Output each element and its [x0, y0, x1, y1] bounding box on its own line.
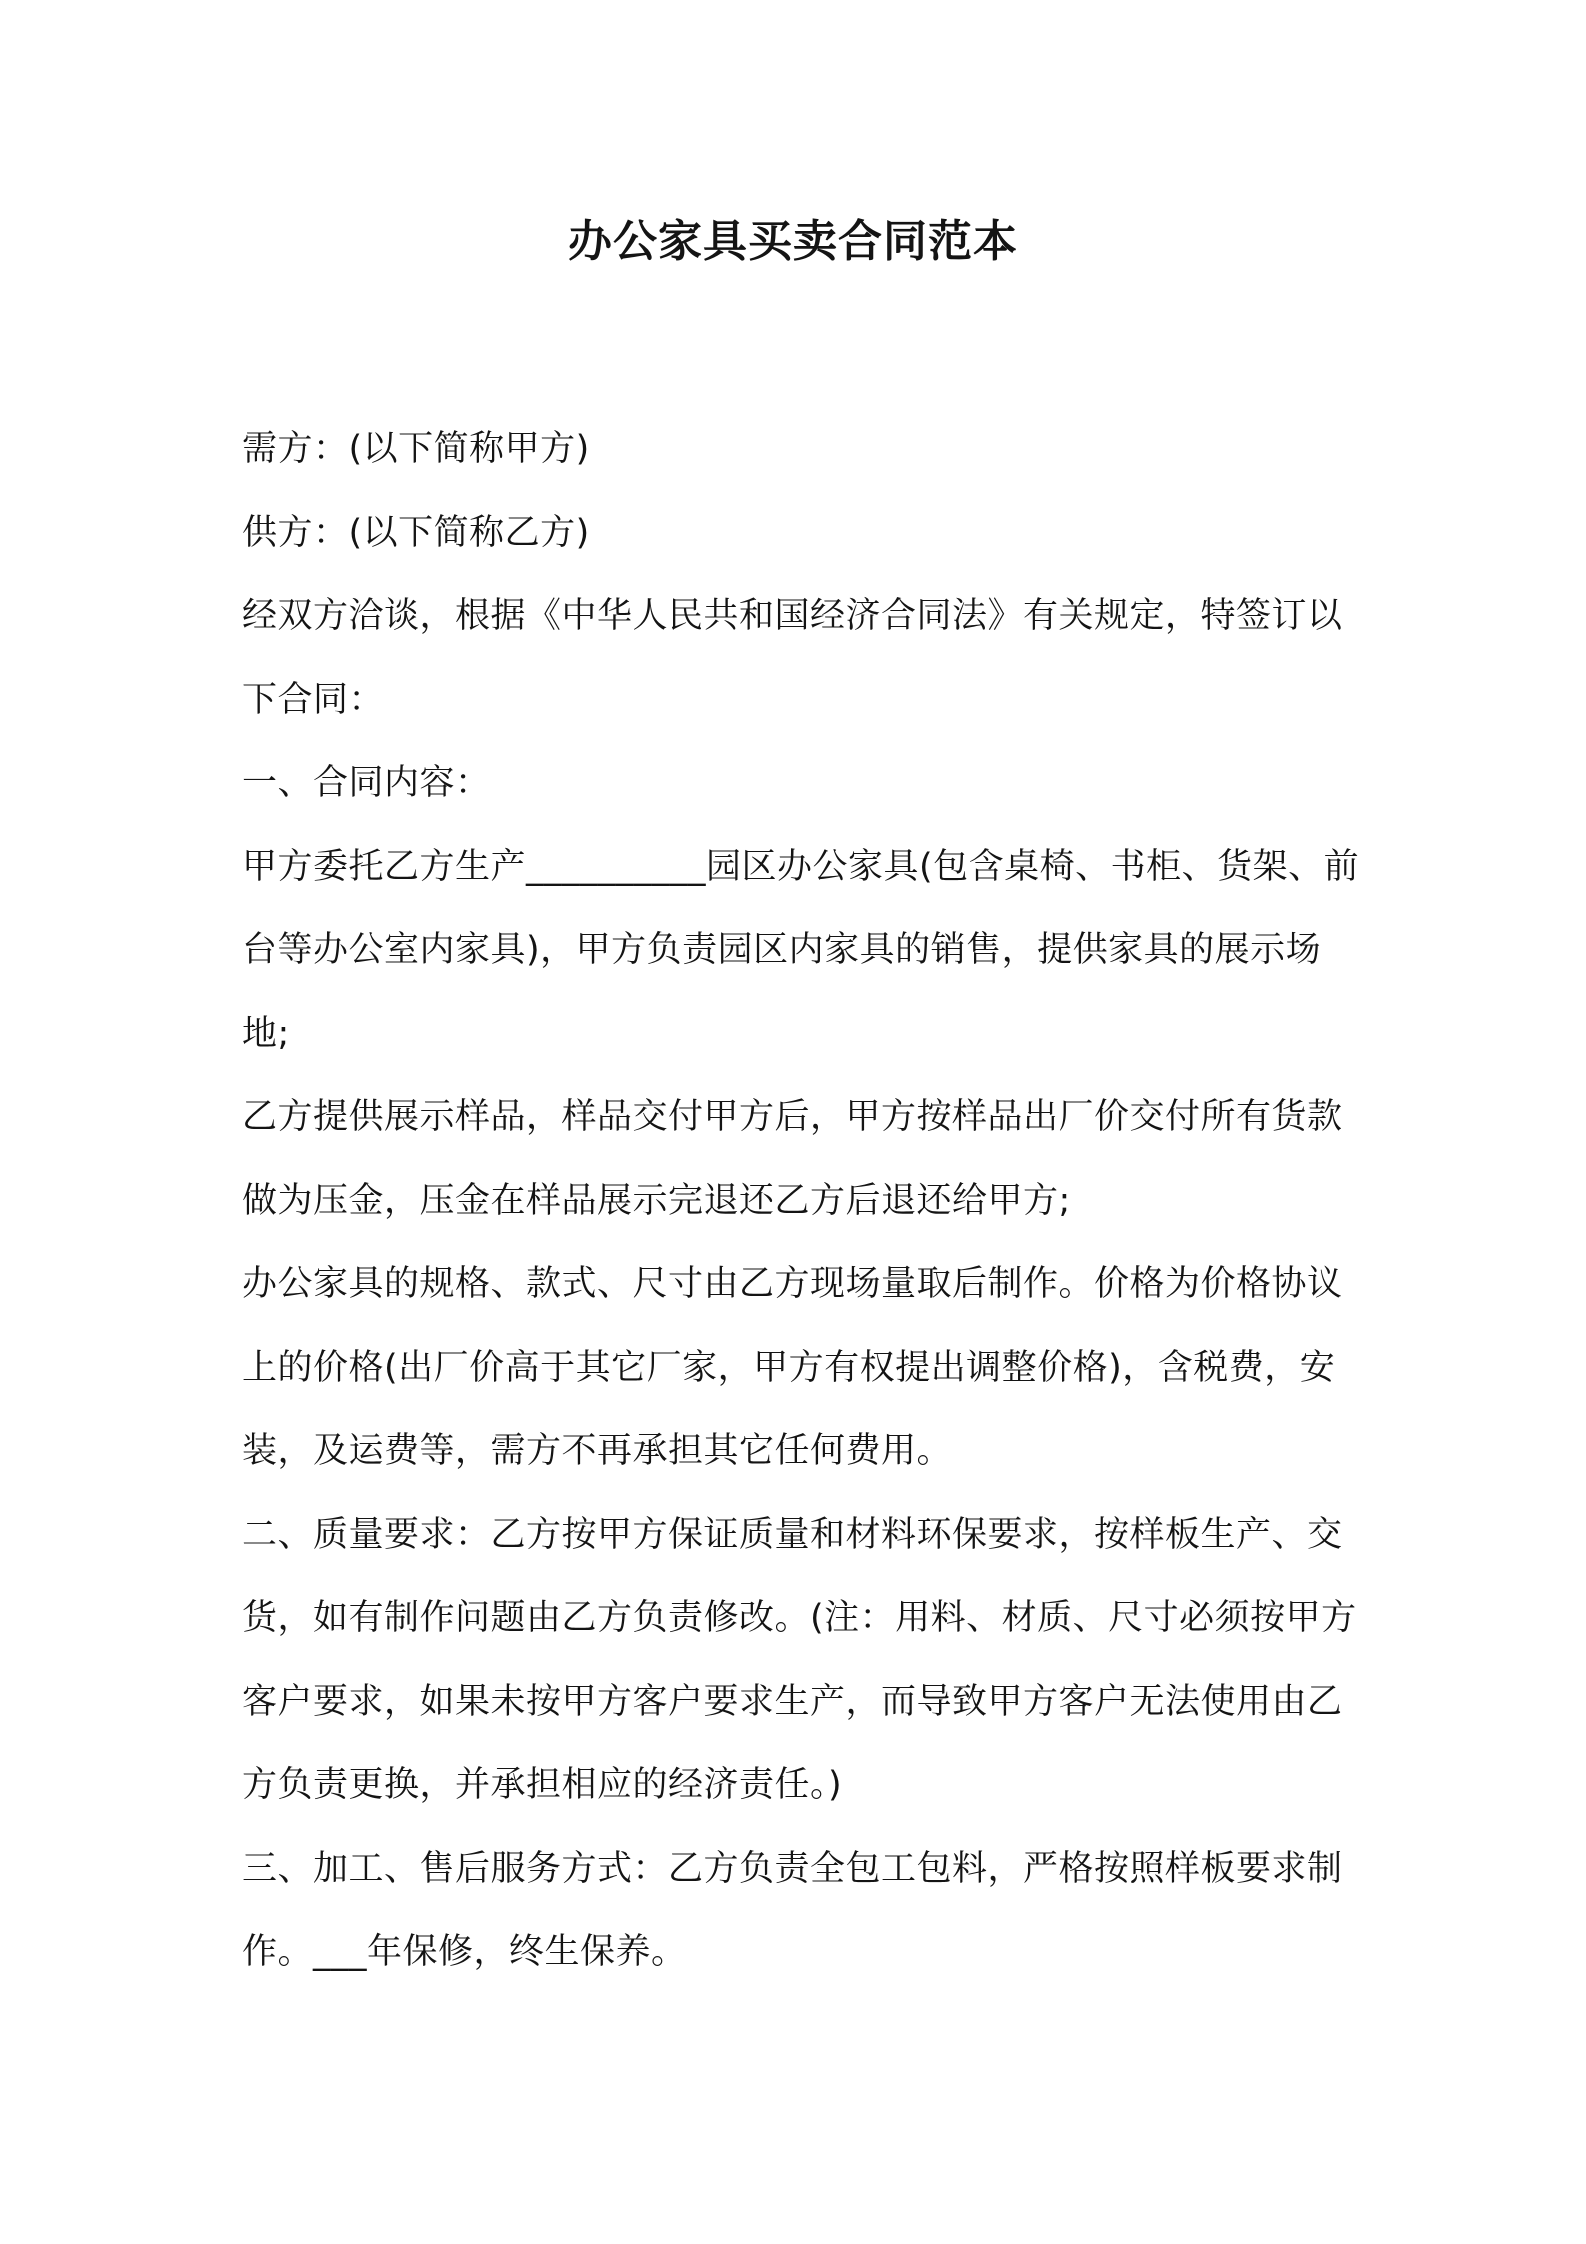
document-title: 办公家具买卖合同范本 [568, 216, 1018, 267]
supplier-line: 供方：(以下简称乙方) [242, 512, 590, 553]
contract-content-paragraph-3: 办公家具的规格、款式、尺寸由乙方现场量取后制作。价格为价格协议上的价格(出厂价高于其它厂家，甲方有权提出调整价格)，含税费，安装，及运费等，需方不再承担其它任何费用。 [242, 1264, 1343, 1471]
preamble-paragraph: 经双方洽谈，根据《中华人民共和国经济合同法》有关规定，特签订以下合同： [242, 596, 1343, 720]
section-heading-contract-content: 一、合同内容： [242, 763, 491, 803]
section-quality-requirements: 二、质量要求：乙方按甲方保证质量和材料环保要求，按样板生产、交货，如有制作问题由乙方负责修改。(注：用料、材质、尺寸必须按甲方客户要求，如果未按甲方客户要求生产，而导致甲方客户无法使用由乙方负责更换，并承担相应的经济责任。) [242, 1514, 1357, 1805]
document-body [242, 408, 1362, 1995]
buyer-line: 需方：(以下简称甲方) [242, 429, 590, 469]
contract-content-paragraph-1: 甲方委托乙方生产__________园区办公家具(包含桌椅、书柜、货架、前台等办公室内家具)，甲方负责园区内家具的销售，提供家具的展示场地; [242, 846, 1360, 1054]
section-after-sales-service: 三、加工、售后服务方式：乙方负责全包工包料，严格按照样板要求制作。___年保修，终生保养。 [242, 1848, 1343, 1972]
contract-content-paragraph-2: 乙方提供展示样品，样品交付甲方后，甲方按样品出厂价交付所有货款做为压金，压金在样品展示完退还乙方后退还给甲方; [242, 1097, 1343, 1221]
